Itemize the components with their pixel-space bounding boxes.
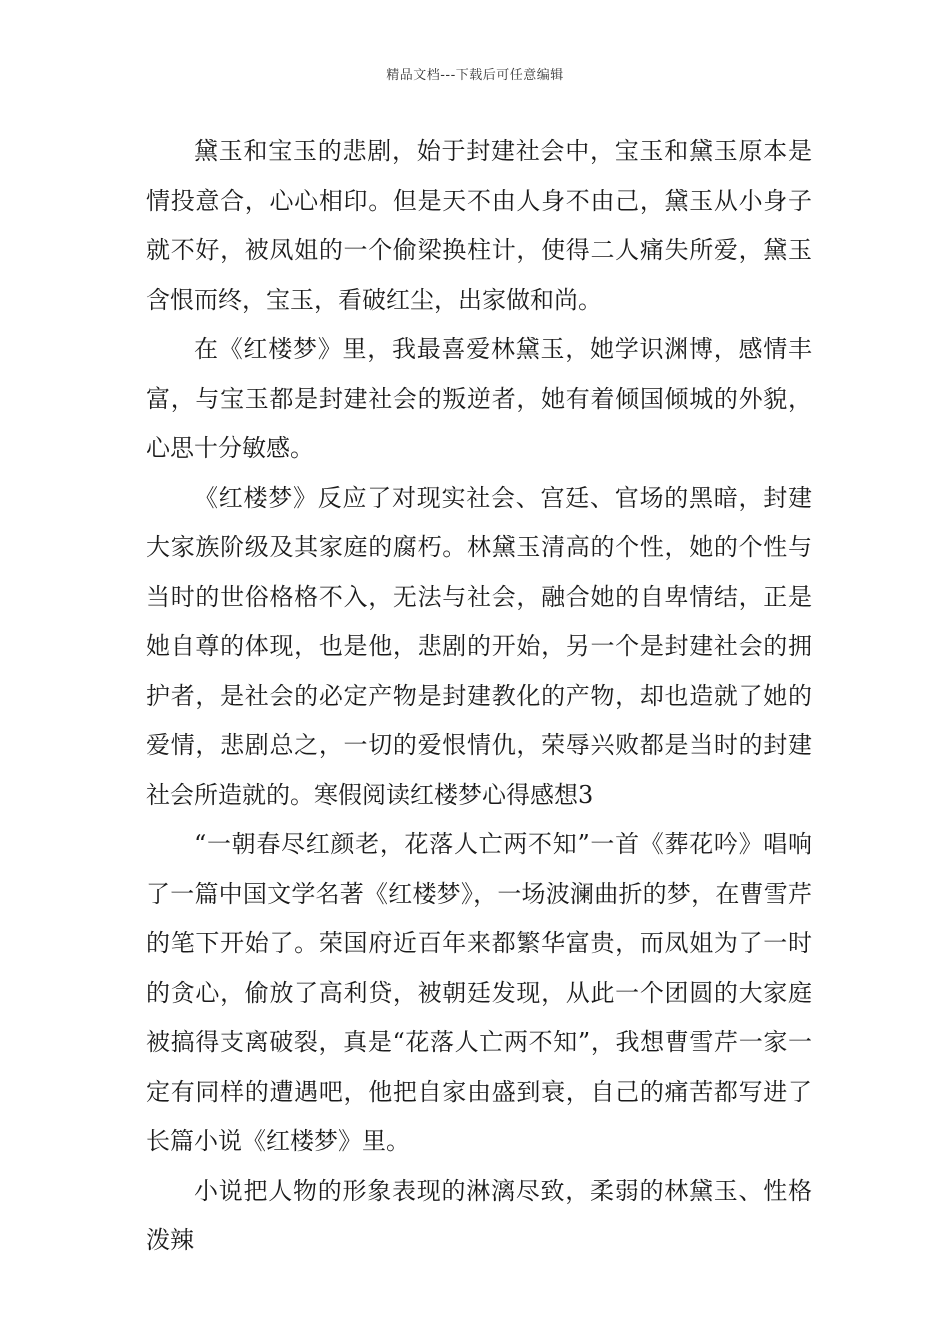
paragraph-5: 小说把人物的形象表现的淋漓尽致，柔弱的林黛玉、性格泼辣 bbox=[146, 1176, 812, 1254]
paragraph-4: “一朝春尽红颜老，花落人亡两不知”一首《葬花吟》唱响了一篇中国文学名著《红楼梦》，一场波澜曲折的梦，在曹雪芹的笔下开始了。荣国府近百年来都繁华富贵，而凤姐为了一时的贪心，偷放了高利贷，被朝廷发现，从此一个团圆的大家庭被搞得支离破裂，真是“花落人亡两不知”，我想曹雪芹一家一定有同样的遭遇吧，他把自家由盛到衰，自己的痛苦都写进了长篇小说《红楼梦》里。 bbox=[146, 830, 812, 1155]
paragraph-3: 《红楼梦》反应了对现实社会、宫廷、官场的黑暗，封建大家族阶级及其家庭的腐朽。林黛玉清高的个性，她的个性与当时的世俗格格不入，无法与社会，融合她的自卑情结，正是她自尊的体现，也是他，悲剧的开始，另一个是封建社会的拥护者，是社会的必定产物是封建教化的产物，却也造就了她的爱情，悲剧总之，一切的爱恨情仇，荣辱兴败都是当时的封建社会所造就的。寒假阅读红楼梦心得感想3 bbox=[146, 483, 812, 809]
document-body bbox=[146, 127, 812, 1266]
paragraph-1: 黛玉和宝玉的悲剧，始于封建社会中，宝玉和黛玉原本是情投意合，心心相印。但是天不由人身不由己，黛玉从小身子就不好，被凤姐的一个偷梁换柱计，使得二人痛失所爱，黛玉含恨而终，宝玉，看破红尘，出家做和尚。 bbox=[146, 137, 812, 314]
page-header: 精品文档---下载后可任意编辑 bbox=[386, 68, 564, 83]
paragraph-2: 在《红楼梦》里，我最喜爱林黛玉，她学识渊博，感情丰富，与宝玉都是封建社会的叛逆者，她有着倾国倾城的外貌，心思十分敏感。 bbox=[146, 335, 812, 462]
